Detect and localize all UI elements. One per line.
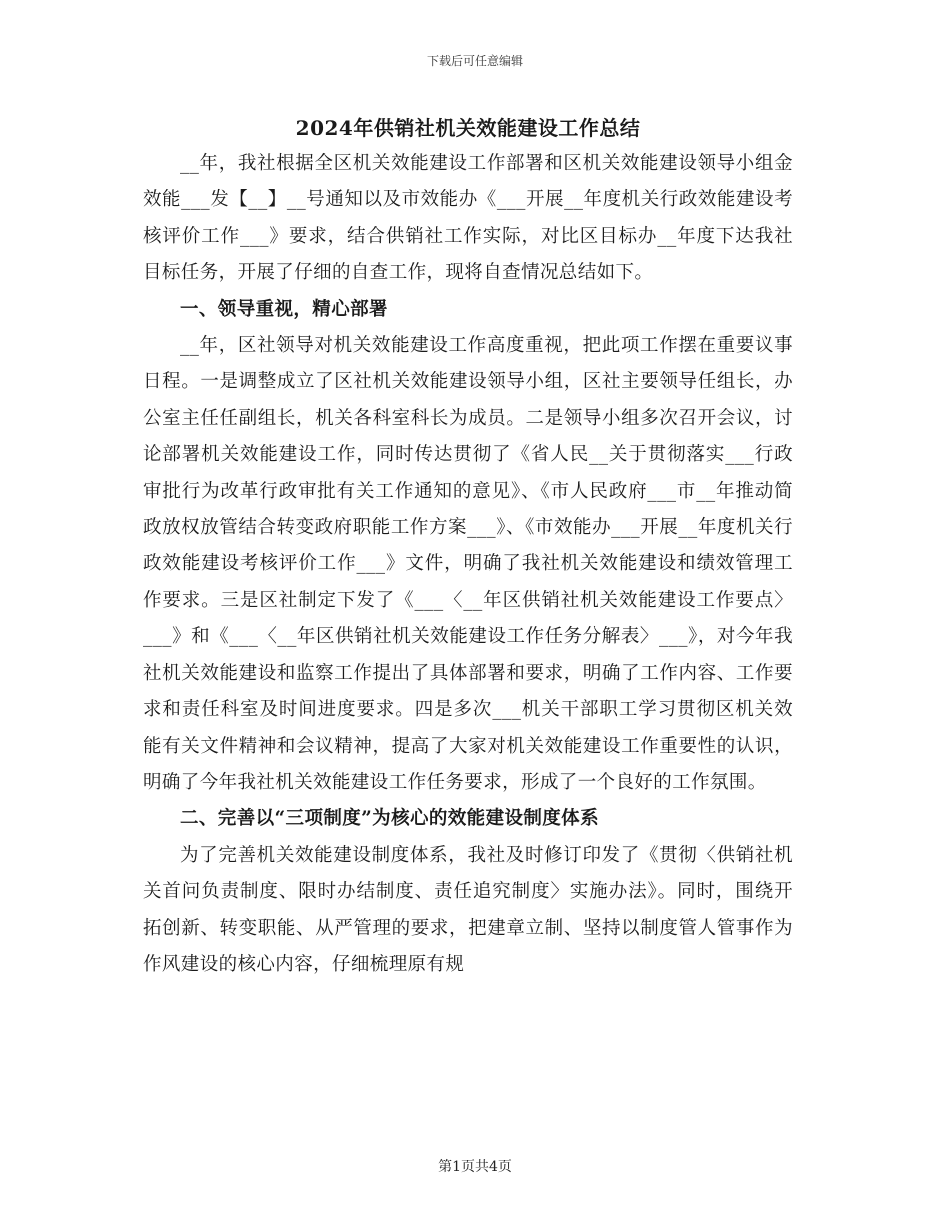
paragraph-intro: __年，我社根据全区机关效能建设工作部署和区机关效能建设领导小组金效能___发【__】__号通知以及市效能办《___开展__年度机关行政效能建设考核评价工作___》要求，结合供销社工作实际，对比区目标办__年度下达我社目标任务，开展了仔细的自查工作，现将自查情况总结如下。 — [143, 153, 793, 284]
document-body — [143, 112, 793, 983]
document-title: 2024年供销社机关效能建设工作总结 — [295, 116, 641, 140]
section-heading-2: 二、完善以“三项制度”为核心的效能建设制度体系 — [180, 808, 599, 830]
paragraph-section-2: 为了完善机关效能建设制度体系，我社及时修订印发了《贯彻〈供销社机关首问负责制度、限时办结制度、责任追究制度〉实施办法》。同时，围绕开拓创新、转变职能、从严管理的要求，把建章立制、坚持以制度管人管事作为作风建设的核心内容，仔细梳理原有规 — [143, 844, 793, 975]
paragraph-section-1: __年，区社领导对机关效能建设工作高度重视，把此项工作摆在重要议事日程。一是调整成立了区社机关效能建设领导小组，区社主要领导任组长，办公室主任任副组长，机关各科室科长为成员。二是领导小组多次召开会议，讨论部署机关效能建设工作，同时传达贯彻了《省人民__关于贯彻落实___行政审批行为改革行政审批有关工作通知的意见》、《市人民政府___市__年推动简政放权放管结合转变政府职能工作方案___》、《市效能办___开展__年度机关行政效能建设考核评价工作___》文件，明确了我社机关效能建设和绩效管理工作要求。三是区社制定下发了《___〈__年区供销社机关效能建设工作要点〉___》和《___〈__年区供销社机关效能建设工作任务分解表〉___》，对今年我社机关效能建设和监察工作提出了具体部署和要求，明确了工作内容、工作要求和责任科室及时间进度要求。四是多次___机关干部职工学习贯彻区机关效能有关文件精神和会议精神，提高了大家对机关效能建设工作重要性的认识，明确了今年我社机关效能建设工作任务要求，形成了一个良好的工作氛围。 — [143, 335, 793, 793]
section-heading-1: 一、领导重视，精心部署 — [180, 298, 388, 320]
page-header: 下载后可任意编辑 — [426, 54, 523, 68]
page-footer: 第1页共4页 — [438, 1159, 512, 1175]
